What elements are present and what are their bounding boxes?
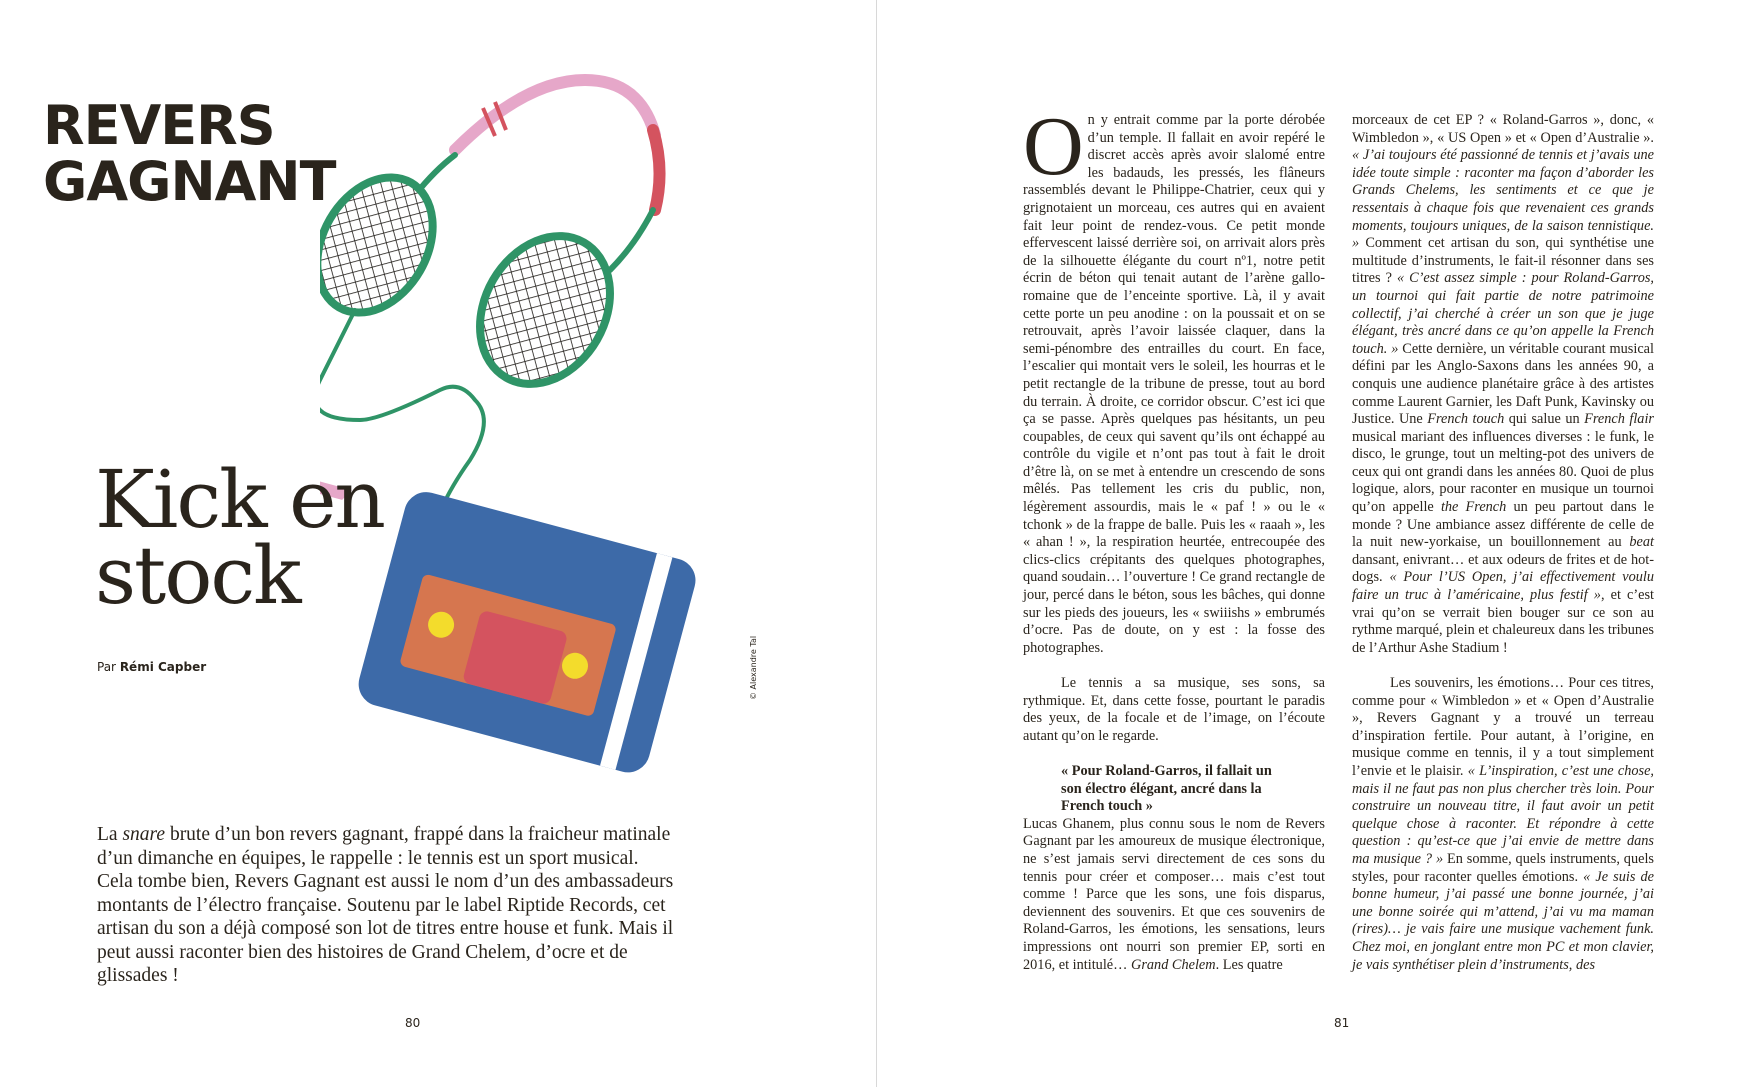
text-column-1 <box>1023 100 1325 974</box>
section-rubric <box>43 94 336 213</box>
drop-cap: O <box>1023 100 1084 193</box>
paragraph-text: Lucas Ghanem, plus connu sous le nom de Revers Gagnant par les amoureux de musique électronique, ne s’est jamais servi directement de ces sons du tennis pour créer et composer… mais c’est tout comme ! Parce que les sons, une fois disparus, deviennent des souvenirs. Et que ces souvenirs de Roland-Garros, les émotions, les sensations, leurs impressions ont nourri son premier EP, sorti en 2016, et intitulé… <box>1023 815 1325 973</box>
headphones-cassette-illustration <box>320 60 760 780</box>
paragraph <box>1352 112 1654 657</box>
paragraph <box>1023 816 1325 974</box>
paragraph-text: Cette dernière, un véritable courant musical défini par les Anglo-Saxons dans les années 90, a conquis une audience planétaire grâce à des artistes comme Laurent Garnier, les Daft Punk, Kavinsky ou Justice. Une <box>1352 340 1654 428</box>
byline-prefix: Par <box>97 660 116 674</box>
paragraph-text: qui salue un <box>1504 411 1585 428</box>
paragraph-text: dansant, enivrant… et aux odeurs de frites et de hot-dogs. <box>1352 551 1654 586</box>
rubric-line: REVERS <box>43 94 275 157</box>
racket-handle-right <box>610 210 653 270</box>
paragraph-text: En somme, quels instruments, quels styles, pour raconter quelles émotions. <box>1352 850 1654 885</box>
racket-head-left <box>320 157 456 334</box>
byline-author: Rémi Capber <box>119 660 207 674</box>
term-italic: the French <box>1440 499 1507 516</box>
paragraph-text: n y entrait comme par la porte dérobée d’un temple. Il fallait en avoir repéré le discret accès après avoir slalomé entre les badauds, les pressés, les flâneurs rassemblés devant le Philippe-Chatrier, ceux qui y grignotaient un morceau, ces autres qui en avaient fait leur point de rendez-vous. Ce petit monde effervescent laissé derrière soi, on arrivait alors près de la silhouette élégante du court nº1, notre petit écrin de béton qui tenait autant de l’arène gallo-romaine que de l’enceinte sportive. Là, il y avait cette porte un peu anodine : on la poussait et on se retrouvait, après l’avoir laissée claquer, dans la semi-pénombre des entrailles du court. En face, l’escalier qui montait vers le soleil, les hourras et le petit rectangle de la tribune de presse, tout au bord du terrain. À droite, ce corridor obscur. C’est ici que ça se passe. Après quelques pas hésitants, un peu coupables, de ceux qui savent qu’ils ont échappé au contrôle du vigile et n’ont pas tout à fait le droit d’être là, on se met à entendre un crescendo de sons mêlés. Pas tellement les cris du public, non, légèrement assourdis, mais le « paf ! » ou le « tchonk » de la frappe de balle. Puis les « raaah », les « ahan ! », la respiration heurtée, entrecoupée des clics-clics crépitants des quelques photographes, quand soudain… l’ouverture ! Ce grand rectangle de jour, percé dans le béton, sous les bâches, qui donne sur les pieds des joueurs, les « swiiishs » embrumés d’ocre. Pas de doute, on y est : la fosse des photographes. <box>1023 112 1325 656</box>
paragraph-text: , et c’est vrai qu’on se verrait bien bouger sur ce son au rythme marqué, plein et chaleureux dans les tribunes de l’Arthur Ashe Stadium ! <box>1352 587 1655 656</box>
racket-head-right <box>454 212 636 407</box>
quote-italic: « C’est assez simple : pour Roland-Garros, un tournoi qui fait partie de notre patrimoine collectif, j’ai cherché à créer un son que je juge élégant, très ancré dans ce qu’on appelle la French touch. » <box>1352 270 1654 357</box>
term-italic: French flair <box>1584 411 1654 428</box>
paragraph-text: musical mariant des influences diverses : le funk, le disco, le grunge, tout un melting-pot des univers de ceux qui ont grandi dans les années 80. Quoi de plus logique, alors, pour raconter en musique un tournoi qu’on appelle <box>1352 428 1654 516</box>
page-number-right: 81 <box>1334 1016 1350 1030</box>
lede-text: brute d’un bon revers gagnant, frappé dans la fraicheur matinale d’un dimanche en équipes, le rappelle : le tennis est un sport musical. Cela tombe bien, Revers Gagnant est aussi le nom d’un des ambassadeurs montants de l’électro française. Soutenu par le label Riptide Records, cet artisan du son a déjà composé son lot de titres entre house et funk. Mais il peut aussi raconter bien des histoires de Grand Chelem, d’ocre et de glissades ! <box>97 824 674 986</box>
page-number-left: 80 <box>405 1016 421 1030</box>
right-page <box>877 0 1754 1087</box>
paragraph-text: un peu partout dans le monde ? Une ambiance assez différente de celle de la nuit new-yorkaise, un bouillonnement au <box>1352 499 1655 551</box>
paragraph <box>1023 100 1325 657</box>
paragraph-text: . Les quatre <box>1215 956 1283 973</box>
article-headline <box>95 453 384 622</box>
pull-quote: « Pour Roland-Garros, il fallait un son électro élégant, ancré dans la French touch » <box>1061 762 1272 815</box>
paragraph-text: morceaux de cet EP ? « Roland-Garros », donc, « Wimbledon », « US Open » et « Open d’Australie ». <box>1352 112 1654 146</box>
paragraph <box>1352 675 1654 974</box>
quote-italic: « J’ai toujours été passionné de tennis et j’avais une idée toute simple : raconter ma façon d’aborder les Grands Chelems, les sentiments et ce que je ressentais à chaque fois que revenaient ces grands moments, toujours uniques, de la saison tennistique. » <box>1352 147 1654 252</box>
rubric-line: GAGNANT <box>43 150 336 213</box>
paragraph-text: Les souvenirs, les émotions… Pour ces titres, comme pour « Wimbledon » et « Open d’Australie », Revers Gagnant y a trouvé un terreau d’inspiration fertile. Pour autant, à l’origine, en musique comme en tennis, il y a tout simplement l’envie et le plaisir. <box>1352 675 1654 779</box>
paragraph-text: Comment cet artisan du son, qui synthétise une multitude d’instruments, le fait-il résonner dans ses titres ? <box>1352 235 1654 287</box>
lede-text: La <box>97 824 123 845</box>
quote-italic: « Pour l’US Open, j’ai effectivement voulu faire un truc à l’américaine, plus festif » <box>1352 569 1654 604</box>
article-lede <box>97 823 677 988</box>
headline-line: Kick en <box>95 453 384 546</box>
headline-line: stock <box>95 529 300 622</box>
quote-italic: « L’inspiration, c’est une chose, mais il ne faut pas non plus chercher très loin. Pour construire un nouveau titre, il faut avoir un petit quelque chose à raconter. Et répondre à cette question : qu’est-ce que j’ai envie de mettre dans ma musique ? » <box>1352 762 1654 867</box>
quote-italic: « Je suis de bonne humeur, j’ai passé une bonne journée, j’ai une bonne soirée qui m’attend, j’ai vu ma maman (rires)… je vais faire une musique vachement funk. Chez moi, en jonglant entre mon PC et mon clavier, je vais synthétiser plein d’instruments, des <box>1352 868 1654 973</box>
ep-title: Grand Chelem <box>1131 956 1216 973</box>
photo-credit: © Alexandre Tal <box>749 635 758 700</box>
paragraph: Le tennis a sa musique, ses sons, sa rythmique. Et, dans cette fosse, pourtant le paradis des yeux, de la focale et de l’image, on l’écoute autant qu’on le regarde. <box>1023 675 1325 744</box>
text-column-2 <box>1352 112 1654 974</box>
lede-italic: snare <box>122 824 166 845</box>
term-italic: French touch <box>1427 411 1505 428</box>
byline <box>97 660 206 674</box>
term-italic: beat <box>1629 534 1654 551</box>
headband-red-end <box>653 130 660 210</box>
